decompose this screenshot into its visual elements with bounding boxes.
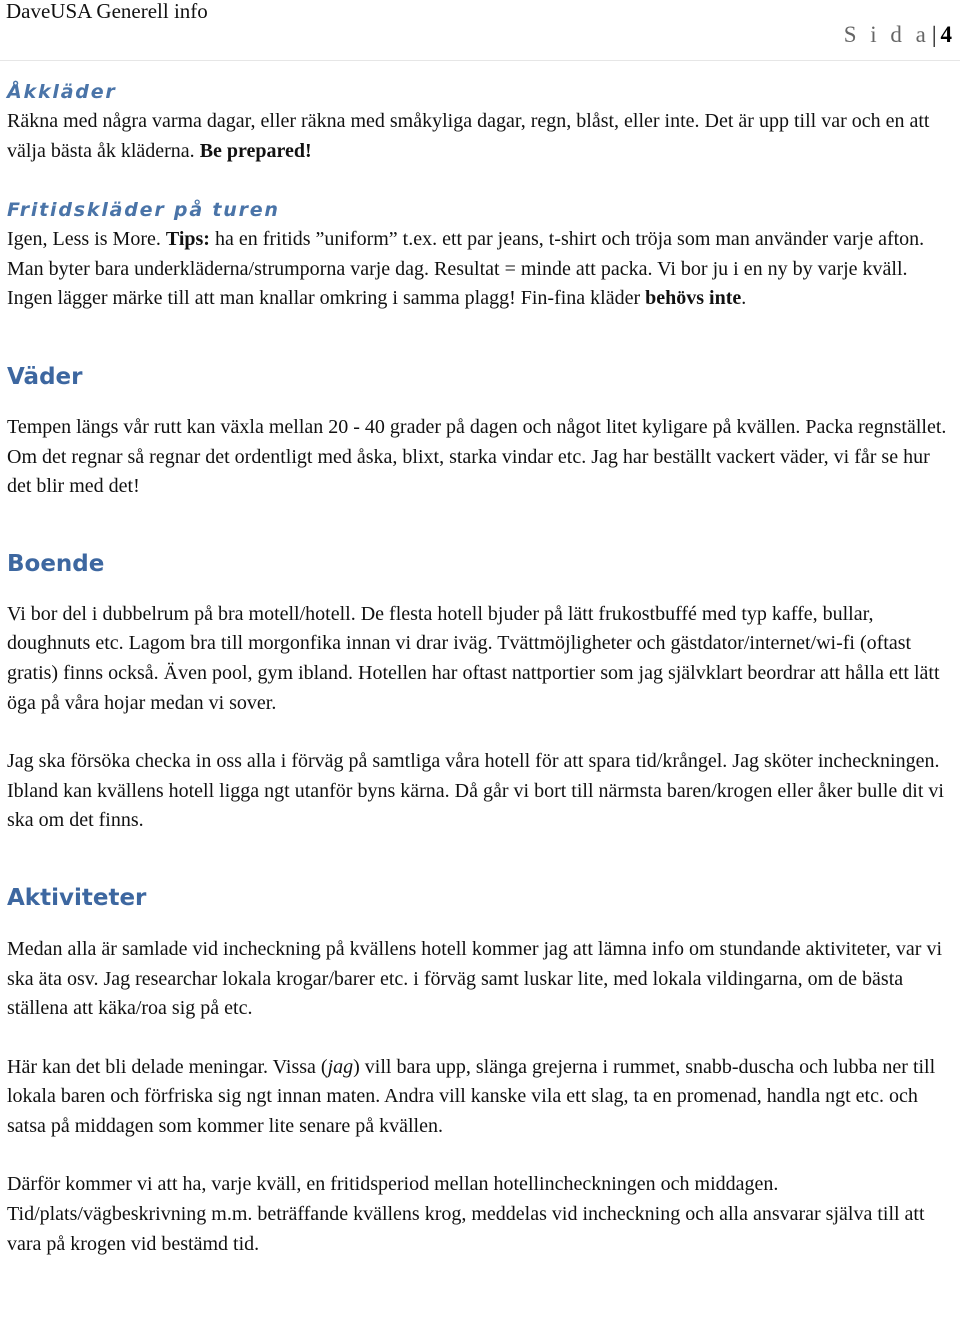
- page-number: 4: [940, 22, 952, 47]
- paragraph-boende-1: Vi bor del i dubbelrum på bra motell/hotell. De flesta hotell bjuder på lätt frukostbuffé med typ kaffe, bullar, doughnuts etc. Lagom bra till morgonfika innan vi drar iväg. Tvättmöjligheter och gästdator/internet/wi-fi (oftast gratis) finns också. Även pool, gym ibland. Hotellen har oftast nattportier som jag självklart beordrar att hålla ett lätt öga på våra hojar medan vi sover.: [7, 602, 940, 714]
- paragraph-aktiviteter-3: Därför kommer vi att ha, varje kväll, en fritidsperiod mellan hotellincheckningen och middagen. Tid/plats/vägbeskrivning m.m. beträffande kvällens krog, meddelas vid incheckning och alla ansvarar själva till att vara på krogen vid bestämd tid.: [7, 1173, 925, 1255]
- fritid-text-2: ha en fritids ”uniform” t.ex. ett par jeans, t-shirt och tröja som man använder varje afton. Man byter bara underkläderna/strumporna varje dag. Resultat = minde att packa. Vi bor ju i en ny by varje kväll. Ingen lägger märke till att man knallar omkring i samma plagg! Fin-fina kläder: [7, 228, 925, 310]
- paragraph-fritidsklader: [7, 225, 953, 314]
- heading-vader: Väder: [7, 363, 83, 390]
- aktiviteter-p2-b: ) vill bara upp, slänga grejerna i rummet, snabb-duscha och lubba ner till lokala baren och förfriska sig ngt innan maten. Andra vill kanske vila ett slag, ta en promenad, handla ngt etc. och satsa på middagen som kommer lite senare på kvällen.: [7, 1055, 936, 1137]
- paragraph-vader: Tempen längs vår rutt kan växla mellan 20 - 40 grader på dagen och något litet kyligare på kvällen. Packa regnstället. Om det regnar så regnar det ordentligt med åska, blixt, starka vindar etc. Jag har beställt vackert väder, vi får se hur det blir med det!: [7, 415, 947, 498]
- paragraph-aktiviteter-2: [7, 1053, 953, 1142]
- page-number-label: [844, 22, 952, 48]
- document-title: DaveUSA Generell info: [6, 0, 208, 23]
- aktiviteter-p2-a: Här kan det bli delade meningar. Vissa (: [7, 1055, 328, 1078]
- akklader-bold: Be prepared!: [199, 139, 312, 162]
- page-word: S i d a: [843, 22, 930, 47]
- document-body: [7, 78, 953, 1259]
- header-divider: [0, 60, 960, 61]
- paragraph-akklader: [7, 107, 953, 166]
- paragraph-aktiviteter-1: Medan alla är samlade vid incheckning på kvällens hotell kommer jag att lämna info om stundande aktiviteter, var vi ska äta osv. Jag researchar lokala krogar/barer etc. i förväg samt luskar lite, med lokala vildingarna, om de bästa ställena att käka/roa sig på etc.: [7, 937, 943, 1020]
- heading-aktiviteter: Aktiviteter: [7, 884, 147, 911]
- fritid-text-1: Igen, Less is More.: [7, 228, 161, 251]
- fritid-bold-end: behövs inte: [645, 287, 742, 310]
- aktiviteter-p2-italic: jag: [327, 1055, 354, 1078]
- heading-fritidsklader: Fritidskläder på turen: [7, 199, 280, 222]
- akklader-text: Räkna med några varma dagar, eller räkna med småkyliga dagar, regn, blåst, eller inte. Det är upp till var och en att välja bästa åk kläderna.: [7, 110, 930, 162]
- heading-akklader: Åkkläder: [7, 81, 117, 103]
- tips-label: Tips:: [165, 228, 210, 251]
- heading-boende: Boende: [7, 550, 105, 577]
- paragraph-boende-2: Jag ska försöka checka in oss alla i förväg på samtliga våra hotell för att spara tid/krångel. Jag sköter incheckningen. Ibland kan kvällens hotell ligga ngt utanför byns kärna. Då går vi bort till närmsta baren/krogen eller åker bulle dit vi ska om det finns.: [7, 750, 944, 832]
- fritid-end: .: [741, 287, 747, 310]
- page-divider: |: [931, 22, 937, 47]
